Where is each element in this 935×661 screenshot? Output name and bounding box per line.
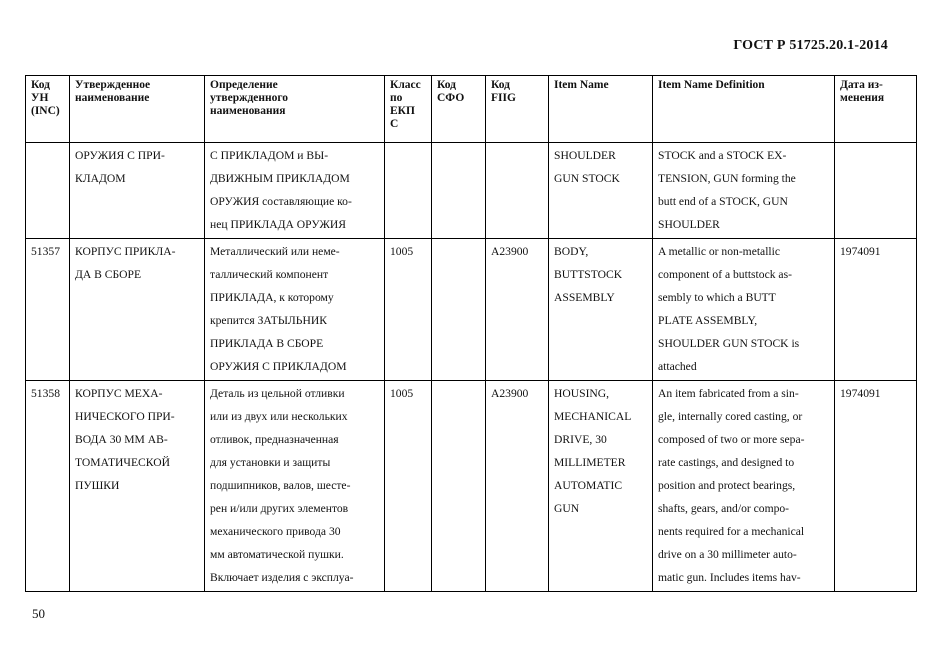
cell-sfo	[432, 143, 486, 239]
cell-class: 1005	[385, 239, 432, 381]
cell-fiig: A23900	[486, 381, 549, 592]
cell-definition-ru: С ПРИКЛАДОМ и ВЫ- ДВИЖНЫМ ПРИКЛАДОМ ОРУЖИЯ составляющие ко- нец ПРИКЛАДА ОРУЖИЯ	[205, 143, 385, 239]
cell-item-definition: An item fabricated from a sin- gle, internally cored casting, or composed of two or more sepa- rate castings, and designed to position and protect bearings, shafts, gears, and/or compo- nents required for a mechanical drive on a 30 millimeter auto- matic gun. Includes items hav-	[653, 381, 835, 592]
cell-sfo	[432, 381, 486, 592]
header-approved-name: Утвержденное наименование	[70, 76, 205, 143]
table-row	[26, 381, 917, 592]
cell-date: 1974091	[835, 381, 917, 592]
page-number: 50	[32, 606, 45, 621]
cell-approved-name: КОРПУС ПРИКЛА- ДА В СБОРЕ	[70, 239, 205, 381]
cell-inc: 51357	[26, 239, 70, 381]
table-row	[26, 239, 917, 381]
cell-sfo	[432, 239, 486, 381]
cell-fiig: A23900	[486, 239, 549, 381]
nomenclature-table	[25, 75, 917, 592]
table-header-row	[26, 76, 917, 143]
standard-id-header: ГОСТ Р 51725.20.1-2014	[733, 38, 888, 53]
header-inc-code: Код УН (INC)	[26, 76, 70, 143]
cell-definition-ru: Металлический или неме- таллический компонент ПРИКЛАДА, к которому крепится ЗАТЫЛЬНИК ПРИКЛАДА В СБОРЕ ОРУЖИЯ С ПРИКЛАДОМ	[205, 239, 385, 381]
header-change-date: Дата из- менения	[835, 76, 917, 143]
cell-item-name: HOUSING, MECHANICAL DRIVE, 30 MILLIMETER AUTOMATIC GUN	[549, 381, 653, 592]
header-sfo-code: Код СФО	[432, 76, 486, 143]
cell-item-definition: STOCK and a STOCK EX- TENSION, GUN forming the butt end of a STOCK, GUN SHOULDER	[653, 143, 835, 239]
cell-approved-name: КОРПУС МЕХА- НИЧЕСКОГО ПРИ- ВОДА 30 ММ АВ- ТОМАТИЧЕСКОЙ ПУШКИ	[70, 381, 205, 592]
cell-class	[385, 143, 432, 239]
header-item-name-definition: Item Name Definition	[653, 76, 835, 143]
cell-approved-name: ОРУЖИЯ С ПРИ- КЛАДОМ	[70, 143, 205, 239]
cell-item-definition: A metallic or non-metallic component of a buttstock as- sembly to which a BUTT PLATE ASSEMBLY, SHOULDER GUN STOCK is attached	[653, 239, 835, 381]
cell-fiig	[486, 143, 549, 239]
cell-item-name: SHOULDER GUN STOCK	[549, 143, 653, 239]
header-item-name: Item Name	[549, 76, 653, 143]
cell-inc: 51358	[26, 381, 70, 592]
cell-item-name: BODY, BUTTSTOCK ASSEMBLY	[549, 239, 653, 381]
cell-definition-ru: Деталь из цельной отливки или из двух или нескольких отливок, предназначенная для установки и защиты подшипников, валов, шесте- рен и/или других элементов механического привода 30 мм автоматической пушки. Включает изделия с эксплуа-	[205, 381, 385, 592]
header-approved-name-definition: Определение утвержденного наименования	[205, 76, 385, 143]
table-row	[26, 143, 917, 239]
cell-date	[835, 143, 917, 239]
cell-class: 1005	[385, 381, 432, 592]
cell-inc	[26, 143, 70, 239]
header-fiig-code: Код FIIG	[486, 76, 549, 143]
header-ekps-class: Класс по ЕКП С	[385, 76, 432, 143]
cell-date: 1974091	[835, 239, 917, 381]
